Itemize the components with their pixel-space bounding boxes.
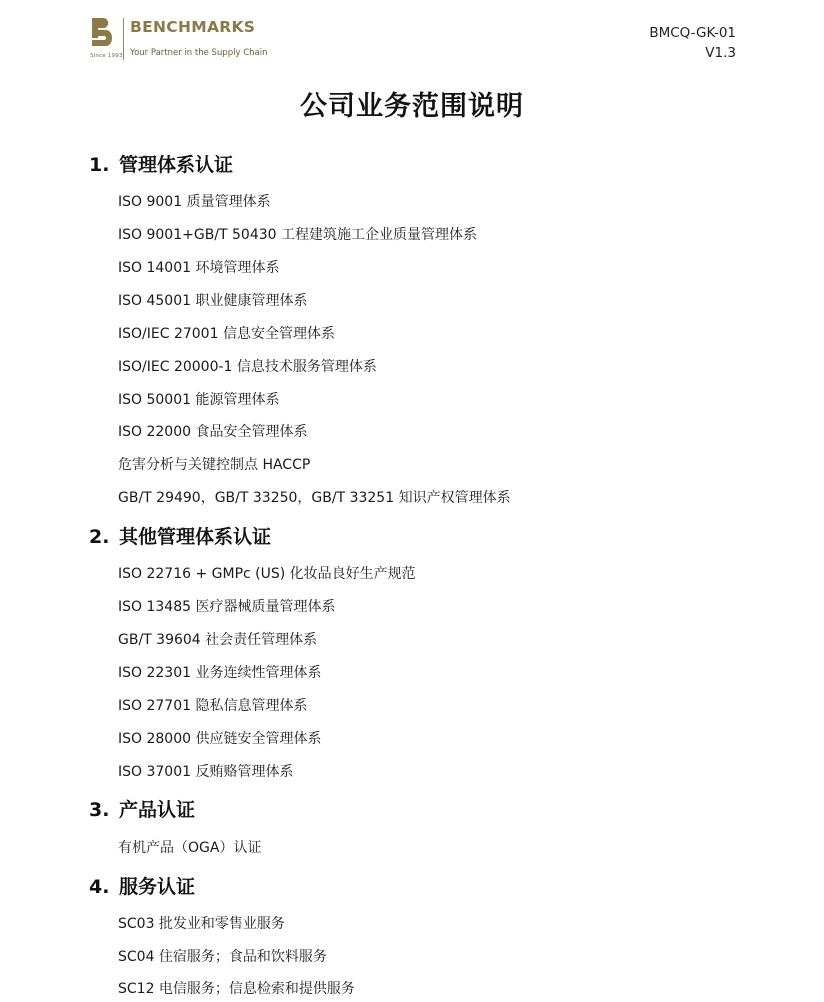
list-item: ISO/IEC 20000-1 信息技术服务管理体系 (118, 359, 377, 375)
document-code: BMCQ-GK-01 (649, 25, 736, 41)
section-heading-product-certification (89, 795, 195, 822)
list-item: ISO 22000 食品安全管理体系 (118, 424, 308, 440)
logo-wordmark: BENCHMARKS (130, 18, 256, 36)
benchmarks-logo-icon (90, 16, 118, 50)
section-heading-management-system (89, 150, 233, 177)
document-code-block (649, 23, 736, 63)
section-heading-other-management-system (89, 522, 271, 549)
section-number: 4. (89, 876, 110, 898)
section-number: 3. (89, 799, 110, 821)
list-item: ISO 14001 环境管理体系 (118, 260, 280, 276)
list-item: ISO 37001 反贿赂管理体系 (118, 764, 294, 780)
list-item: ISO 45001 职业健康管理体系 (118, 293, 308, 309)
list-item: ISO 28000 供应链安全管理体系 (118, 731, 322, 747)
list-item: ISO 9001 质量管理体系 (118, 194, 271, 210)
section-number: 1. (89, 154, 110, 176)
page-title: 公司业务范围说明 (300, 91, 524, 122)
list-item: SC12 电信服务；信息检索和提供服务 (118, 981, 355, 997)
list-item: 危害分析与关键控制点 HACCP (118, 457, 311, 473)
section-title: 其他管理体系认证 (119, 526, 272, 548)
list-item: ISO 22301 业务连续性管理体系 (118, 665, 322, 681)
logo-tagline: Your Partner in the Supply Chain (130, 48, 268, 58)
company-logo (90, 16, 268, 62)
section-title: 产品认证 (119, 799, 196, 821)
list-item: ISO 9001+GB/T 50430 工程建筑施工企业质量管理体系 (118, 227, 478, 243)
list-item: 有机产品（OGA）认证 (118, 840, 262, 856)
list-item: SC03 批发业和零售业服务 (118, 916, 285, 932)
section-number: 2. (89, 526, 110, 548)
section-title: 服务认证 (119, 876, 196, 898)
list-item: GB/T 29490，GB/T 33250，GB/T 33251 知识产权管理体系 (118, 490, 511, 506)
logo-divider (123, 18, 124, 60)
list-item: GB/T 39604 社会责任管理体系 (118, 632, 318, 648)
logo-since-text: Since 1993 (90, 53, 123, 59)
list-item: ISO 50001 能源管理体系 (118, 392, 280, 408)
list-item: ISO 22716 + GMPc (US) 化妆品良好生产规范 (118, 566, 416, 582)
document-version: V1.3 (705, 45, 736, 61)
section-title: 管理体系认证 (119, 154, 234, 176)
list-item: ISO/IEC 27001 信息安全管理体系 (118, 326, 335, 342)
section-heading-service-certification (89, 872, 195, 899)
list-item: ISO 27701 隐私信息管理体系 (118, 698, 308, 714)
list-item: SC04 住宿服务；食品和饮料服务 (118, 949, 327, 965)
list-item: ISO 13485 医疗器械质量管理体系 (118, 599, 336, 615)
